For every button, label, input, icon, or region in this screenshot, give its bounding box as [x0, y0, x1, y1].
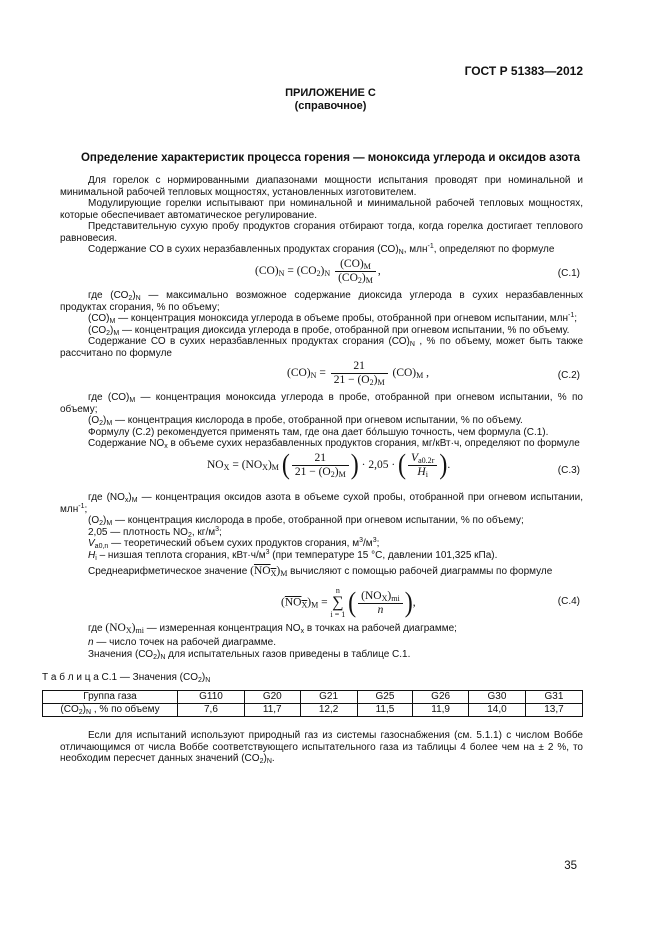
equation-c4: $(\overline{NO}_{\overline{X}})_M$ = n ∑ i = 1 ( $\frac{(NO_X)_{mi}}{n}$ ), [281, 586, 416, 619]
table-header-cell: G31 [525, 691, 582, 704]
fraction-o2-nox: $\frac{21}{21 - (O_2)_M}$ [292, 452, 349, 479]
appendix-title: ПРИЛОЖЕНИЕ С [285, 87, 376, 99]
table-header-row [43, 691, 583, 704]
table-header-cell: Группа газа [43, 691, 178, 704]
document-code: ГОСТ Р 51383—2012 [464, 64, 583, 78]
table-cell: 14,0 [468, 704, 525, 717]
table-header-cell: G30 [468, 691, 525, 704]
definition-o2m-2: $(O_2)_M$ — концентрация кислорода в пробе, отобранной при огневом испытании, % по объему; [88, 515, 524, 527]
table-cell: 7,6 [178, 704, 245, 717]
definition-heat: $H_i$ – низшая теплота сгорания, $кВт\cdot ч/м^3$ (при температуре 15 °С, давлении 101,325 кПа). [88, 549, 498, 562]
paragraph-6: Формулу (С.2) рекомендуется применять там, где она дает бо́льшую точность, чем формула (С.1). [88, 427, 549, 438]
table-cell: 11,9 [413, 704, 469, 717]
definition-com: $(СО)_M$ — концентрация моноксида углерода в объеме пробы, отобранной при огневом испытании, млн$^{-1}$; [88, 312, 578, 325]
table-header-cell: G25 [357, 691, 413, 704]
definition-com-2: где $(СО)_M$ — концентрация моноксида углерода в пробе, отобранной при огневом испытании, % по объему; [60, 392, 583, 415]
paragraph-2: Модулирующие горелки испытывают при номинальной и минимальной рабочей тепловых мощностях, которые обеспечивает автоматическое регулирование. [60, 198, 583, 221]
table-header-cell: G21 [300, 691, 357, 704]
table-row [43, 704, 583, 717]
equation-number-c2: (С.2) [557, 370, 580, 381]
paragraph-7: Содержание $NO_x$ в объеме сухих неразбавленных продуктов сгорания, мг/кВт·ч, определяют по формуле [88, 438, 580, 450]
gas-table [42, 690, 583, 717]
table-caption: Т а б л и ц а С.1 — Значения $(CO_2)_N$ [42, 672, 211, 684]
paragraph-3: Представительную сухую пробу продуктов сгорания отбирают тогда, когда горелка достигает теплового равновесия. [60, 221, 583, 244]
equation-number-c4: (С.4) [557, 596, 580, 607]
equation-number-c1: (С.1) [557, 268, 580, 279]
definition-noxmi: где $(NO_X)_{mi}$ — измеренная концентрация $NO_x$ в точках на рабочей диаграмме; [88, 622, 457, 635]
paragraph-5: Содержание СО в сухих неразбавленных продуктах сгорания $(СО)_N$ , % по объему, может быть также рассчитано по формуле [60, 336, 583, 359]
definition-n: n — число точек на рабочей диаграмме. [88, 637, 276, 648]
table-row-label: $(CO_2)_N$ , % по объему [43, 704, 178, 717]
table-header-cell: G20 [244, 691, 300, 704]
equation-c1: $(CO)_N = (CO_2)_N$ $\frac{(CO)_M}{(CO_2)_M}$ , [255, 258, 381, 285]
definition-density: 2,05 — плотность $NO_2$, $кг/м^3$; [88, 526, 222, 539]
table-cell: 12,2 [300, 704, 357, 717]
summation: n ∑ i = 1 [330, 586, 346, 619]
definition-noxm: где $(NO_x)_M$ — концентрация оксидов азота в объеме сухой пробы, отобранной при огневом испытании, млн$^{-1}$; [60, 492, 584, 515]
table-cell: 11,5 [357, 704, 413, 717]
fraction-nox-n: $\frac{(NO_X)_{mi}}{n}$ [358, 590, 403, 617]
definition-co2m: $(СО_2)_M$ — концентрация диоксида углерода в пробе, отобранной при огневом испытании, % по объему. [88, 325, 570, 337]
table-cell: 13,7 [525, 704, 582, 717]
section-title: Определение характеристик процесса горения — моноксида углерода и оксидов азота [80, 152, 581, 164]
appendix-subtitle: (справочное) [294, 100, 367, 112]
table-cell: 11,7 [244, 704, 300, 717]
equation-c2: $(CO)_N$ = $\frac{21}{21 - (O_2)_M}$ $(CO)_M$ , [287, 360, 430, 387]
fraction-co: $\frac{(CO)_M}{(CO_2)_M}$ [335, 258, 376, 285]
fraction-v-h: $\frac{V_{a0.2r}}{H_i}$ [408, 452, 437, 479]
paragraph-8: Среднеарифметическое значение $(\overline{NO}_{\overline{X}})_M$ вычисляют с помощью рабочей диаграммы по формуле [88, 565, 553, 578]
definition-volume: $V_{a0,n}$ — теоретический объем сухих продуктов сгорания, $м^3/м^3$; [88, 537, 380, 550]
equation-number-c3: (С.3) [557, 465, 580, 476]
paragraph-1: Для горелок с нормированными диапазонами мощности испытания проводят при номинальной и минимальной рабочей тепловых мощностях, установленных изготовителем. [60, 175, 583, 198]
paragraph-4: Содержание СО в сухих неразбавленных продуктах сгорания $(СО)_N$, млн$^{-1}$, определяют по формуле [88, 243, 555, 256]
definition-co2n: где $(СО_2)_N$ — максимально возможное содержание диоксида углерода в сухих неразбавленных продуктах сгорания, % по объему; [60, 290, 584, 313]
paragraph-9: Значения $(СО_2)_N$ для испытательных газов приведены в таблице С.1. [88, 649, 411, 661]
page-number: 35 [564, 860, 577, 872]
paragraph-10: Если для испытаний используют природный газ из системы газоснабжения (см. 5.1.1) с числом Воббе отличающимся от числа Воббе соответствующего испытательного газа из таблицы 4 более чем на ± 2 %, то необходим пересчет данных значений $(CO_2)_N$. [60, 730, 583, 765]
fraction-o2: $\frac{21}{21 - (O_2)_M}$ [331, 360, 388, 387]
table-header-cell: G26 [413, 691, 469, 704]
equation-c3: $NO_X = (NO_X)_M$ ( $\frac{21}{21 - (O_2)_M}$ ) · 2,05 · ( $\frac{V_{a0.2r}}{H_i}$ ). [207, 449, 451, 481]
definition-o2m: $(O_2)_M$ — концентрация кислорода в пробе, отобранной при огневом испытании, % по объему. [88, 415, 523, 427]
table-header-cell: G110 [178, 691, 245, 704]
